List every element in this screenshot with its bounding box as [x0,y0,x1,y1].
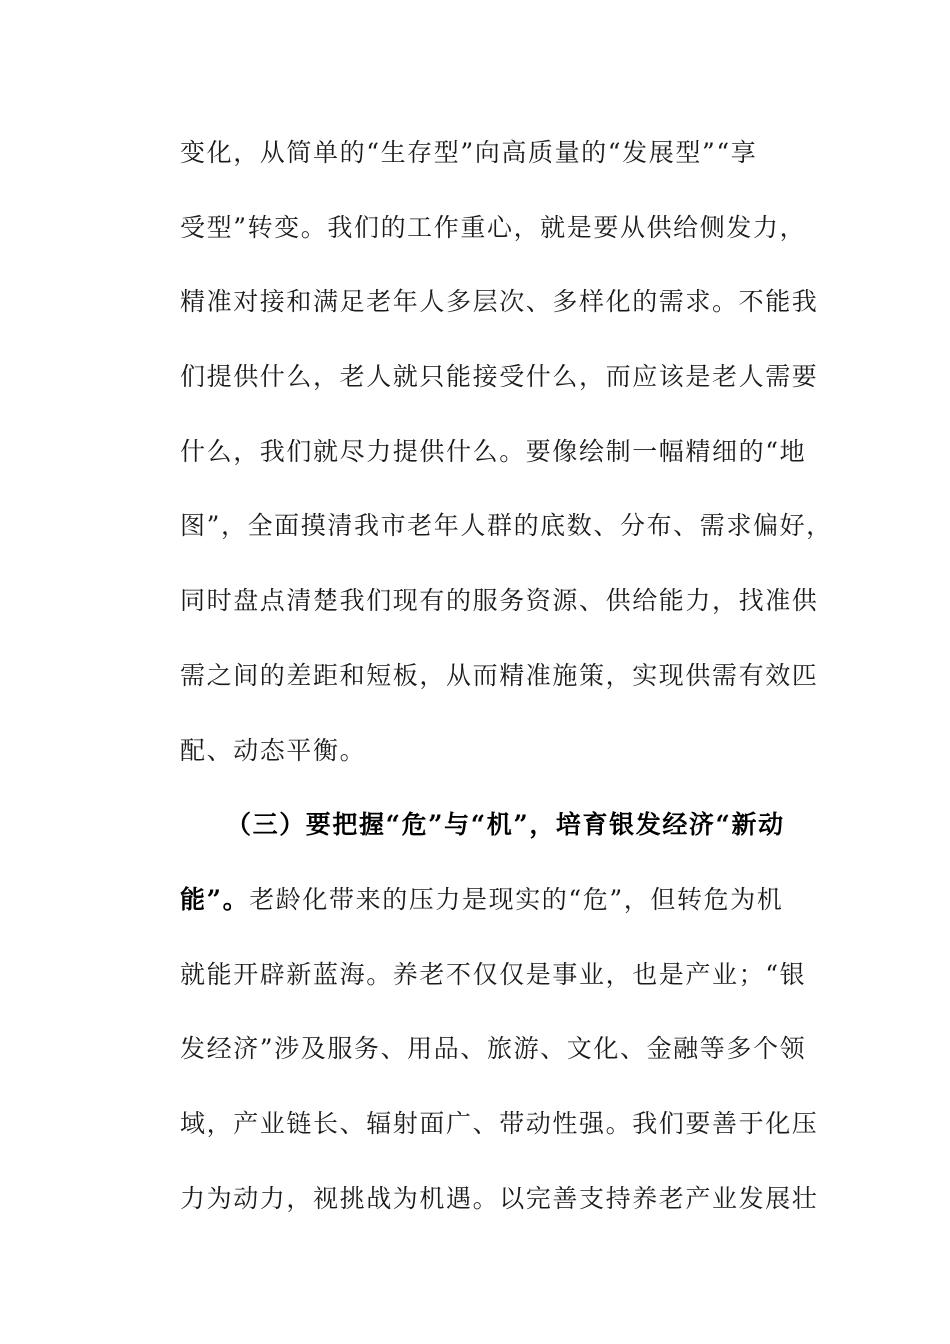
text-segment: 同时盘点清楚我们现有的服务资源、供给能力，找准供 [180,586,819,616]
text-segment: 精准对接和满足老年人多层次、多样化的需求。不能我 [180,287,819,317]
text-line [180,654,820,729]
text-line [180,1027,820,1102]
body-text [180,131,833,1251]
text-line [180,579,820,654]
text-segment: 力为动力，视挑战为机遇。以完善支持养老产业发展壮 [180,1183,819,1213]
text-line [180,504,833,579]
text-line [180,1177,820,1252]
text-line [180,206,820,281]
text-segment: 发经济”涉及服务、用品、旅游、文化、金融等多个领 [180,1034,807,1064]
text-segment: 受型”转变。我们的工作重心，就是要从供给侧发力， [180,212,807,242]
text-line [180,953,820,1028]
text-line [180,280,820,355]
text-segment: 老龄化带来的压力是现实的“危”，但转危为机 [249,884,784,914]
section-heading: （三）要把握“危”与“机”，培育银发经济“新动 [226,810,785,840]
text-segment: 什么，我们就尽力提供什么。要像绘制一幅精细的“地 [180,436,807,466]
section-heading-line [180,803,820,878]
text-segment: 配、动态平衡。 [180,735,367,765]
text-line [180,131,820,206]
text-line [180,729,820,804]
text-segment: 域，产业链长、辐射面广、带动性强。我们要善于化压 [180,1108,819,1138]
text-line [180,1102,820,1177]
text-segment: 需之间的差距和短板，从而精准施策，实现供需有效匹 [180,660,819,690]
section-heading-tail: 能”。 [180,884,250,914]
text-line [180,878,820,953]
text-segment: 图”，全面摸清我市老年人群的底数、分布、需求偏好， [180,511,833,541]
text-segment: 就能开辟新蓝海。养老不仅仅是事业，也是产业；“银 [180,959,807,989]
text-segment: 们提供什么，老人就只能接受什么，而应该是老人需要 [180,362,819,392]
text-line [180,355,820,430]
text-segment: 变化，从简单的“生存型”向高质量的“发展型”“享 [180,138,758,167]
text-line [180,430,820,505]
